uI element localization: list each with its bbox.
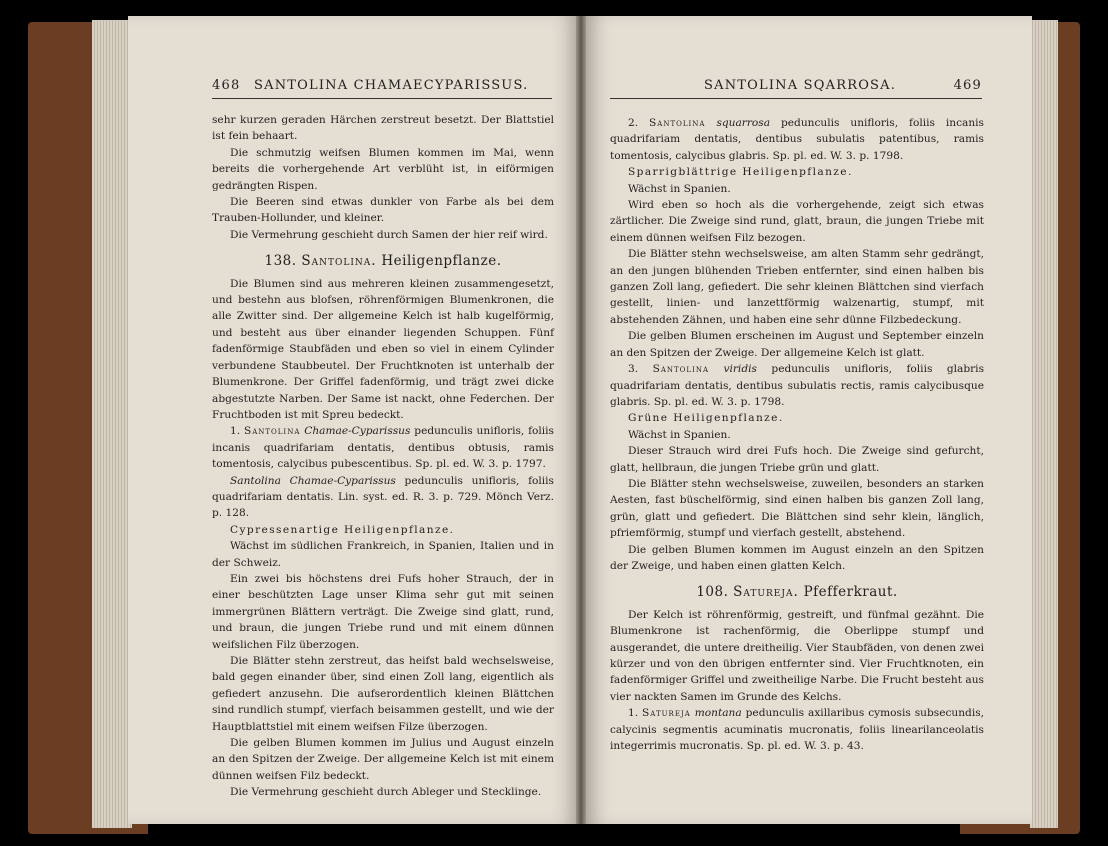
species-name: montana (694, 707, 742, 720)
book-gutter (576, 16, 586, 824)
section-common-name: Heiligenpflanze. (381, 253, 502, 270)
german-name: Grüne Heiligenpflanze. (628, 412, 784, 425)
species-number: 1. (230, 425, 241, 438)
running-head-title: SANTOLINA SQARROSA. (704, 78, 897, 93)
running-head-title: SANTOLINA CHAMAECYPARISSUS. (254, 78, 529, 93)
section-number: 108. (696, 584, 729, 601)
paragraph: Wird eben so hoch als die vorhergehende, zeigt sich etwas zärtlicher. Die Zweige sind rund, glatt, braun, die jungen Triebe mit einem dünnen weifsen Filz bezogen. (610, 199, 984, 244)
german-name: Sparrigblättrige Heiligenpflanze. (628, 166, 853, 179)
species-name: viridis (723, 363, 757, 376)
section-common-name: Pfefferkraut. (803, 584, 898, 601)
paragraph: Die Beeren sind etwas dunkler von Farbe als bei dem Trauben-Hollunder, und kleiner. (212, 196, 554, 225)
species-description: pedunculis unifloris, foliis incanis quadrifariam dentatis, dentibus obtusis, ramis tomentosis, calycibus pubescentibus. Sp. pl. ed. W. 3. p. 1797. (212, 425, 554, 471)
paragraph: Die Vermehrung geschieht durch Ableger und Stecklinge. (230, 786, 542, 799)
right-page (584, 16, 1032, 824)
species-number: 2. (628, 117, 639, 129)
paragraph: Wächst in Spanien. (628, 182, 731, 195)
section-heading (610, 584, 984, 600)
section-number: 138. (264, 253, 297, 270)
species-number: 3. (628, 363, 639, 376)
paragraph: Die gelben Blumen kommen im Julius und August einzeln an den Spitzen der Zweige. Der allgemeine Kelch ist mit einem dünnen weifsen Filz bedeckt. (212, 737, 554, 782)
paragraph: Die gelben Blumen kommen im August einzeln an den Spitzen der Zweige, und haben einen glatten Kelch. (610, 543, 984, 572)
page-body (610, 115, 984, 754)
page-number: 469 (953, 78, 982, 93)
synonym-description: pedunculis unifloris, foliis quadrifariam dentatis. Lin. syst. ed. R. 3. p. 729. Mönch Verz. p. 128. (212, 474, 554, 520)
species-entry (610, 361, 984, 410)
page-edges-left (92, 20, 132, 828)
paragraph: Die schmutzig weifsen Blumen kommen im Mai, wenn bereits die vorhergehende Art verblüht ist, in eiförmigen gedrängten Rispen. (212, 146, 554, 192)
page-body (212, 112, 554, 801)
species-genus: Santolina (652, 363, 710, 376)
paragraph: sehr kurzen geraden Härchen zerstreut besetzt. Der Blattstiel ist fein behaart. (212, 114, 554, 143)
species-genus: Santolina (649, 117, 706, 129)
paragraph: Der Kelch ist röhrenförmig, gestreift, und fünfmal gezähnt. Die Blumenkrone ist rachenförmig, die Oberlippe stumpf und ausgerandet, die untere dreitheilig. Vier Staubfäden, von denen zwei kürzer und von den übrigen entfernter sind. Vier Fruchtknoten, ein fadenförmiger Griffel und zweitheilige Narbe. Die Frucht besteht aus vier nackten Samen im Grunde des Kelchs. (610, 608, 984, 703)
species-description: pedunculis axillaribus cymosis subsecundis, calycinis segmentis acuminatis mucronatis, foliis linearilanceolatis integerrimis mucronatis. Sp. pl. ed. W. 3. p. 43. (610, 707, 985, 753)
paragraph: Wächst in Spanien. (628, 428, 731, 441)
section-genus: Satureja. (733, 584, 799, 601)
section-genus: Santolina. (301, 253, 377, 270)
species-number: 1. (628, 707, 639, 720)
species-name: squarrosa (716, 117, 771, 129)
paragraph: Die Vermehrung geschieht durch Samen der hier reif wird. (230, 228, 548, 241)
paragraph: Wächst im südlichen Frankreich, in Spanien, Italien und in der Schweiz. (212, 540, 554, 569)
species-name: Chamae-Cyparissus (304, 425, 411, 438)
section-heading (212, 253, 554, 269)
species-description: pedunculis unifloris, foliis incanis quadrifariam dentatis, dentibus subulatis patentibus, ramis tomentosis, calycibus glabris. Sp. pl. ed. W. 3. p. 1798. (610, 117, 984, 162)
paragraph: Die Blätter stehn wechselsweise, zuweilen, besonders an starken Aesten, fast büschelförmig, sind einen halben bis ganzen Zoll lang, grün, glatt und gefiedert. Die Blättchen sind sehr klein, länglich, pfriemförmig, stumpf und vierfach gestellt, abstehend. (610, 477, 984, 540)
paragraph: Die gelben Blumen erscheinen im August und September einzeln an den Spitzen der Zweige. Der allgemeine Kelch ist glatt. (610, 330, 984, 359)
species-entry (212, 423, 554, 472)
species-description: pedunculis unifloris, foliis glabris quadrifariam dentatis, dentibus subulatis rectis, ramis calycibusque glabris. Sp. pl. ed. W. 3. p. 1798. (610, 363, 985, 408)
page-edges-right (1030, 20, 1058, 828)
paragraph: Die Blätter stehn wechselsweise, am alten Stamm sehr gedrängt, an den jungen blühenden Trieben entfernter, sind einen halben bis ganzen Zoll lang, gefiedert. Die sehr kleinen Blättchen sind vierfach gestellt, linien- und lanzettförmig walzenartig, stumpf, mit abstehenden Zähnen, und haben eine sehr dünne Filzbedeckung. (610, 248, 984, 326)
paragraph: Dieser Strauch wird drei Fufs hoch. Die Zweige sind gefurcht, glatt, hellbraun, die jungen Triebe grün und glatt. (610, 445, 984, 474)
running-head (610, 76, 982, 99)
species-entry (610, 115, 984, 164)
paragraph: Die Blumen sind aus mehreren kleinen zusammengesetzt, und bestehn aus blofsen, röhrenförmigen Blumenkronen, die alle Zwitter sind. Der allgemeine Kelch ist halb kugelförmig, und besteht aus über einander liegenden Schuppen. Fünf fadenförmige Staubfäden und eben so viel in einem Cylinder verbundene Staubbeutel. Der Fruchtknoten ist unterhalb der Blumenkrone. Der Griffel fadenförmig, und trägt zwei dicke abgestutzte Narben. Der Same ist nackt, ohne Federchen. Der Fruchtboden ist mit Spreu bedeckt. (212, 277, 554, 421)
german-name: Cypressenartige Heiligenpflanze. (230, 523, 455, 536)
left-page (128, 16, 580, 824)
running-head (212, 76, 552, 99)
synonym-name: Santolina Chamae-Cyparissus (230, 474, 396, 487)
species-entry (610, 705, 984, 754)
species-genus: Santolina (243, 425, 301, 438)
species-genus: Satureja (642, 707, 691, 720)
paragraph: Ein zwei bis höchstens drei Fufs hoher Strauch, der in einer beschützten Lage unser Klima sehr gut mit seinen immergrünen Blättern verträgt. Die Zweige sind glatt, rund, und braun, die jungen Triebe rund und mit einem dünnen weifslichen Filz überzogen. (212, 572, 554, 651)
page-number: 468 (212, 78, 241, 93)
paragraph: Die Blätter stehn zerstreut, das heifst bald wechselsweise, bald gegen einander über, sind einen Zoll lang, eigentlich als gefiedert anzusehn. Die aufserordentlich kleinen Blättchen sind rundlich stumpf, vierfach beisammen gestellt, und wie der Hauptblattstiel mit einem weifsen Filze überzogen. (212, 655, 554, 733)
synonym-entry (212, 473, 554, 522)
